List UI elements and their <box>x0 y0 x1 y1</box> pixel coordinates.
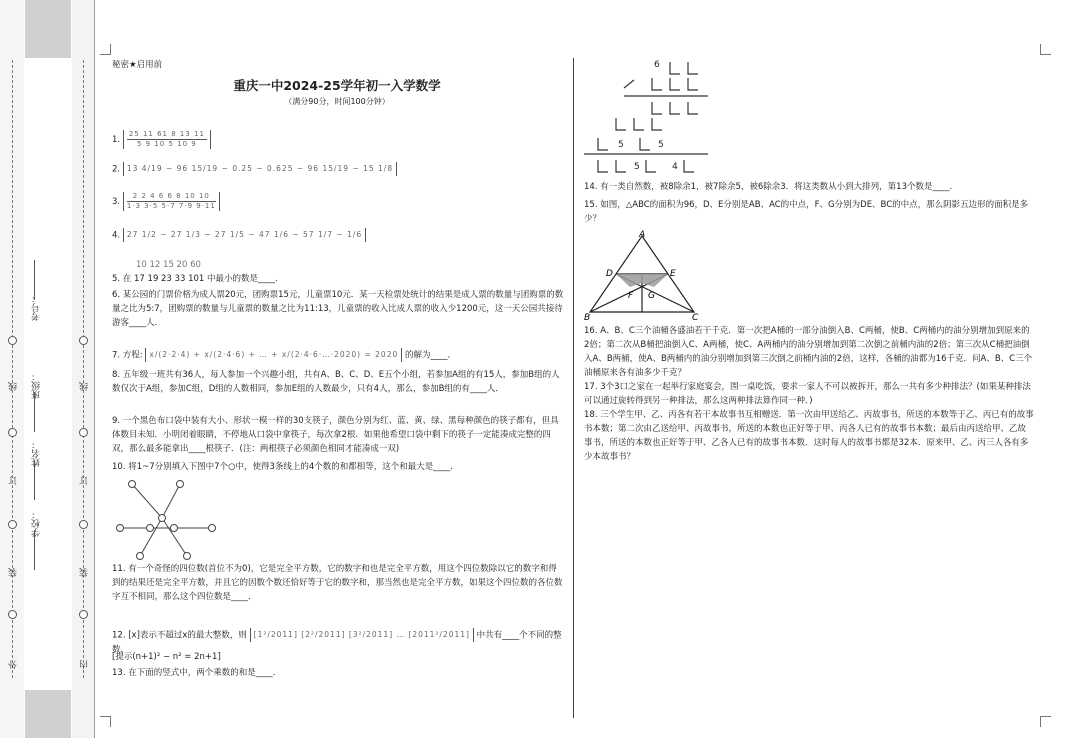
problem-4 <box>112 228 564 243</box>
svg-text:D: D <box>606 269 613 279</box>
problem-7 <box>112 348 564 363</box>
figure-node <box>209 525 216 532</box>
problem-12-suffix: 中共有____个不同的整数． <box>112 630 562 655</box>
problem-2-expression: 13 4/19 − 96 15/19 − 0.25 − 0.625 − 96 15/19 − 15 1/8 <box>123 162 397 176</box>
problem-9: 9. 一个黑色布口袋中装有大小、形状一模一样的30支筷子，颜色分别为红、蓝、黄、绿、黑每种颜色的筷子都有，但具体数目未知．小明闭着眼睛，不停地从口袋中拿筷子，每次拿2根．如果他希望口袋中剩下的筷子一定能凑成完整的四双，那么最多能拿出____根筷子．(注：两根筷子必须颜色相同才能凑成一双) <box>112 416 559 454</box>
problem-16: 16. A、B、C三个油桶各盛油若干千克．第一次把A桶的一部分油倒入B、C两桶，使B、C两桶内的油分别增加到原来的2倍；第二次从B桶把油倒入C、A两桶，使C、A两桶内的油分别增加到第二次倒之前桶内油的2倍；第三次从C桶把油倒入A、B两桶，使A、B两桶内的油分别增加到第三次倒之前桶内油的2倍，这样，各桶的油都为16千克．问A、B、C三个油桶原来各有油多少千克？ <box>584 326 1033 378</box>
svg-text:F: F <box>628 291 634 301</box>
problem-1-expression <box>123 130 211 149</box>
problem-1 <box>112 130 564 149</box>
field-name-label: 姓名： <box>32 440 42 467</box>
problem-12-hint: [提示(n+1)² − n² = 2n+1] <box>112 652 221 662</box>
figure-node <box>171 525 178 532</box>
problem-5-denominators <box>112 258 556 272</box>
problem-18: 18. 三个学生甲、乙、丙各有若干本故事书互相赠送．第一次由甲送给乙、丙故事书，所送的本数等于乙、丙已有的故事书本数；第二次由乙送给甲、丙故事书，所送的本数也正好等于甲、丙各人已有的故事书本数；最后由丙送给甲、乙故事书，所送的本数也正好等于甲、乙各人已有的故事书本数．这时每人的故事书都是32本．原来甲、乙、丙三人各有多少本故事书？ <box>584 410 1034 462</box>
corner-mark <box>100 716 111 727</box>
problem-14: 14. 有一类自然数，被8除余1，被7除余5，被6除余3．将这类数从小到大排列，第13个数是____． <box>584 182 958 192</box>
problem-15-figure <box>584 230 704 320</box>
problem-12-expression: [1²/2011] [2²/2011] [3²/2011] … [2011²/2011] <box>250 628 474 642</box>
exam-title: 重庆一中2024-25学年初一入学数学 <box>233 78 441 93</box>
mark-zhuang-inner: 装 <box>80 568 90 577</box>
binding-shade-bottom <box>25 690 71 738</box>
mark-zhuang-outer: 装 <box>9 568 19 577</box>
digit-4: 4 <box>672 162 678 172</box>
expr-bottom: 5 9 10 5 10 9 <box>137 140 197 148</box>
digit-5c: 5 <box>634 162 640 172</box>
svg-text:C: C <box>692 313 699 320</box>
circle-mark <box>8 428 17 437</box>
svg-text:E: E <box>670 269 676 279</box>
svg-text:A: A <box>639 230 646 240</box>
digit-6: 6 <box>654 60 660 70</box>
problem-number: 3. <box>112 197 121 207</box>
problem-number: 4. <box>112 230 121 241</box>
problem-number: 1. <box>112 135 121 145</box>
problem-2 <box>112 162 564 177</box>
svg-text:B: B <box>584 313 591 320</box>
problem-number: 12. <box>112 630 126 641</box>
expr-bottom: 1·3 3·5 5·7 7·9 9·11 <box>126 202 216 210</box>
problem-8: 8. 五年级一班共有36人，每人参加一个兴趣小组，共有A、B、C、D、E五个小组，若参加A组的有15人，参加B组的人数仅次于A组，参加C组，D组的人数相同，参加E组的人数最少，只有4人，那么，参加B组的有____人． <box>112 370 560 394</box>
corner-mark <box>100 44 111 55</box>
figure-node <box>147 525 154 532</box>
problem-11: 11. 有一个奇怪的四位数(首位不为0)，它是完全平方数，它的数字和也是完全平方数，用这个四位数除以它的数字和得到的结果还是完全平方数，并且它的因数个数还恰好等于它的数字和，那当然也是完全平方数，如果这个四位数的各位数字互不相同，那么这个四位数是____． <box>112 564 563 602</box>
figure-node <box>117 525 124 532</box>
field-school-label: 学校： <box>32 510 42 537</box>
mark-ding-inner: 订 <box>80 476 90 485</box>
circle-mark <box>79 520 88 529</box>
binding-strip-info <box>24 0 73 738</box>
problem-5: 5. 在 17 19 23 33 101 中最小的数是____. <box>112 274 278 284</box>
corner-mark <box>1040 44 1051 55</box>
expr-top: 2 2 4 6 6 8 10 10 <box>127 192 216 202</box>
digit-5a: 5 <box>618 140 624 150</box>
expr-top: 25 11 61 8 13 11 <box>128 130 205 138</box>
exam-subtitle: （满分90分，时间100分钟） <box>284 97 390 106</box>
cut-line-inner <box>83 60 84 678</box>
problem-7-expression: x/(2·2·4) + x/(2·4·6) + … + x/(2·4·6·…·2020) = 2020 <box>145 348 402 362</box>
field-class-line[interactable] <box>34 392 35 432</box>
circle-mark <box>79 336 88 345</box>
problem-13: 13. 在下面的竖式中，两个乘数的和是____． <box>112 668 282 678</box>
mark-nei: 内 <box>80 660 90 669</box>
mark-xian-outer: 线 <box>9 382 19 391</box>
problem-3-expression <box>123 192 220 211</box>
problem-17: 17. 3个3口之家在一起举行家庭宴会，围一桌吃饭，要求一家人不可以被拆开，那么一共有多少种排法？(如果某种排法可以通过旋转得到另一种排法，那么这两种排法算作同一种．) <box>584 382 1031 406</box>
svg-text:G: G <box>648 291 655 301</box>
figure-node <box>137 553 144 560</box>
field-name-line[interactable] <box>34 460 35 500</box>
problem-number: 2. <box>112 164 121 175</box>
digit-5b: 5 <box>658 140 664 150</box>
problem-4-expression: 27 1/2 − 27 1/3 − 27 1/5 − 47 1/6 − 57 1/7 − 1/6 <box>123 228 366 242</box>
circle-mark <box>8 520 17 529</box>
field-examno-line[interactable] <box>34 260 35 300</box>
mark-xian-inner: 线 <box>80 382 90 391</box>
problem-15: 15. 如图，△ABC的面积为96，D、E分别是AB、AC的中点，F、G分别为DE、BC的中点，那么阴影五边形的面积是多少？ <box>584 200 1029 224</box>
problem-6: 6. 某公园的门票价格为成人票20元，团购票15元，儿童票10元．某一天检票处统计的结果是成人票的数量与团购票的数量之比为5:7，团购票的数量与儿童票的数量之比为11:13，儿童票的收入比成人票的收入少1200元，这一天公园共接待游客____人． <box>112 290 564 328</box>
problem-7-suffix: 的解为____． <box>404 350 456 361</box>
mark-wai: 外 <box>9 660 19 669</box>
field-examno-label: 考号： <box>32 294 42 321</box>
figure-node <box>159 515 166 522</box>
secret-label: 秘密★启用前 <box>112 60 163 70</box>
field-school-line[interactable] <box>34 530 35 570</box>
figure-node <box>177 481 184 488</box>
cut-line-outer <box>12 60 13 678</box>
problem-3 <box>112 192 564 211</box>
problem-10-figure <box>112 476 222 566</box>
corner-mark <box>1040 716 1051 727</box>
figure-node <box>129 481 136 488</box>
binding-shade-top <box>25 0 71 58</box>
circle-mark <box>79 428 88 437</box>
circle-mark <box>8 610 17 619</box>
figure-node <box>184 553 191 560</box>
problem-7-prefix: 7. 方程: <box>112 350 143 361</box>
problem-5-sub: 10 12 15 20 60 <box>136 260 201 270</box>
mark-ding-outer: 订 <box>9 476 19 485</box>
field-class-label: 班级： <box>32 372 42 399</box>
circle-mark <box>8 336 17 345</box>
column-divider <box>573 58 574 718</box>
problem-12-text: [x]表示不超过x的最大整数，则 <box>128 630 247 641</box>
vertical-multiplication <box>584 58 714 182</box>
problem-10: 10. 将1~7分别填入下图中7个○中，使得3条线上的4个数的和都相等，这个和最大是____． <box>112 462 459 472</box>
circle-mark <box>79 610 88 619</box>
